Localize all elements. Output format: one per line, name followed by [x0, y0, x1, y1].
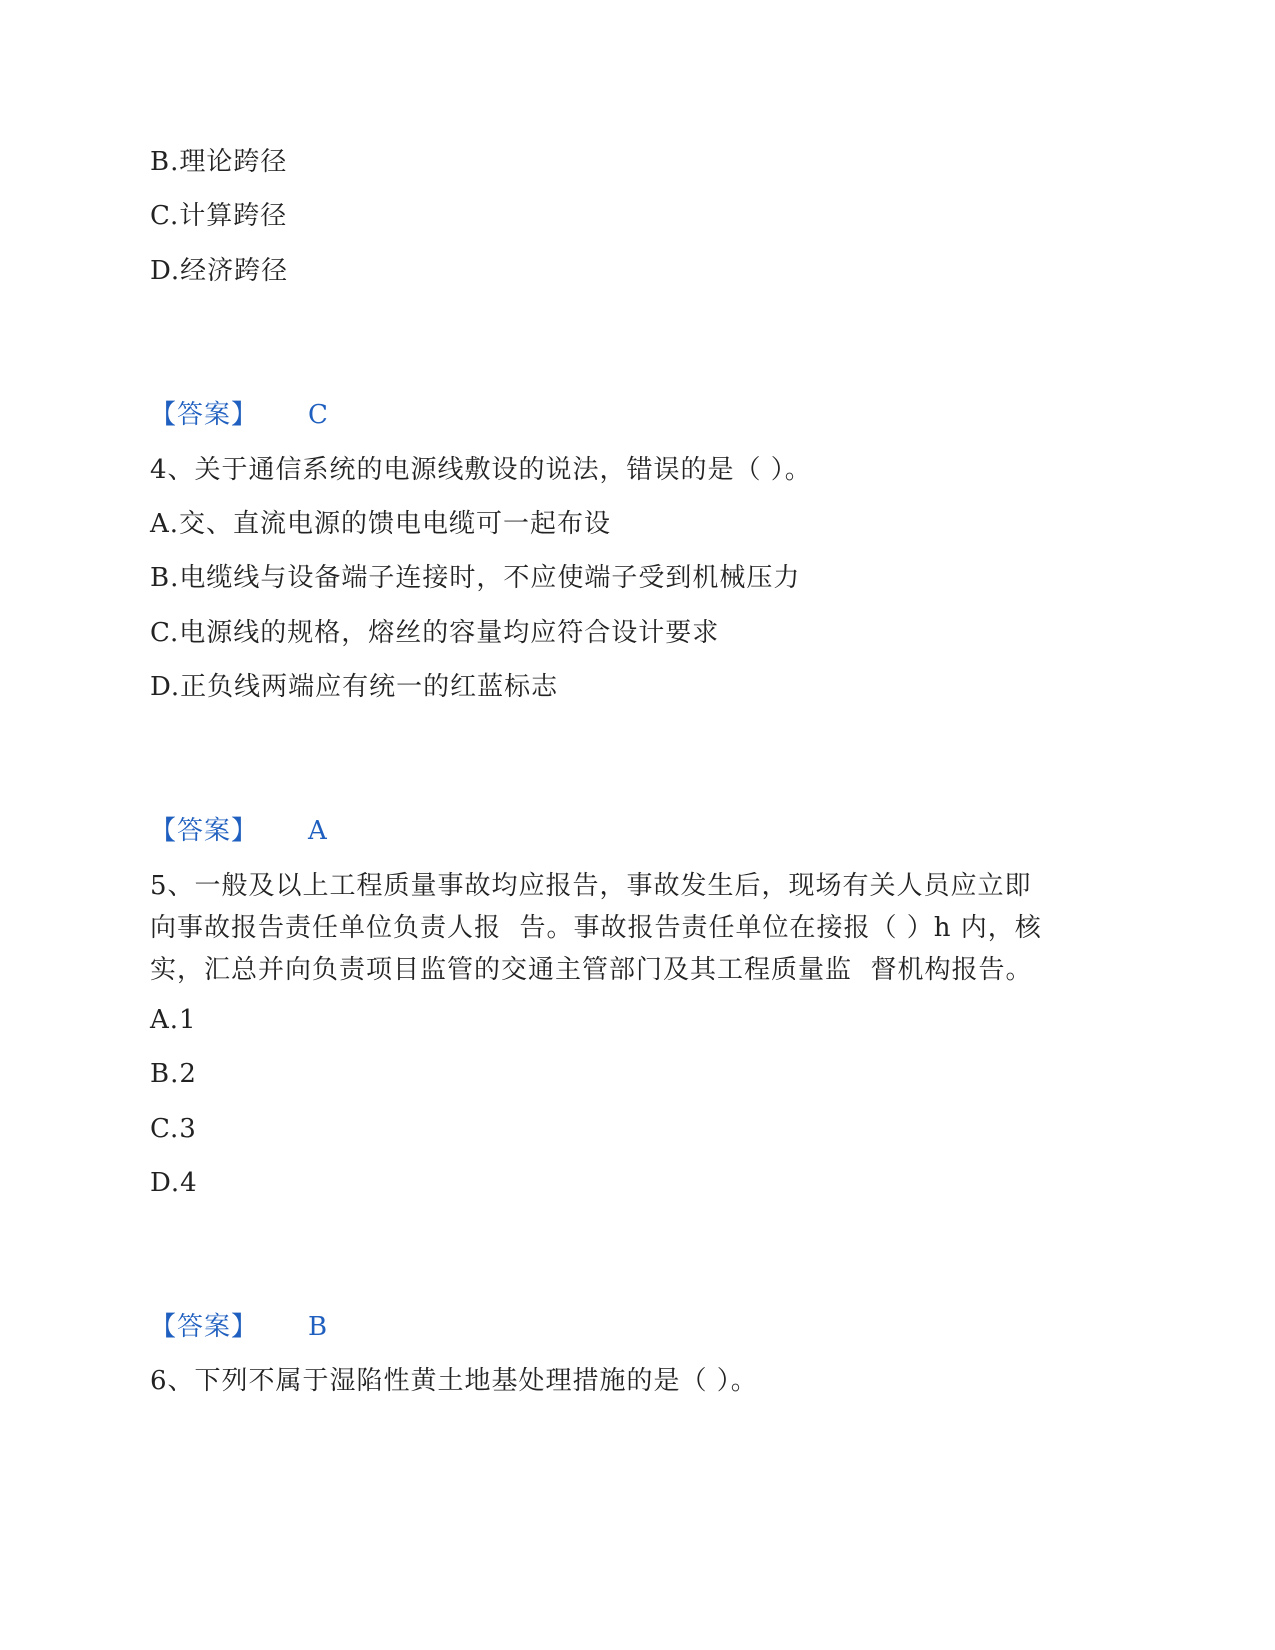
q5-option-a: A.1: [150, 1005, 197, 1035]
q3-option-c: C.计算跨径: [150, 201, 288, 231]
q4-option-d: D.正负线两端应有统一的红蓝标志: [150, 672, 559, 702]
answer-value: A: [308, 816, 327, 846]
q5-option-c: C.3: [150, 1114, 197, 1144]
q5-stem-line-2: 向事故报告责任单位负责人报 告。事故报告责任单位在接报（ ）h 内，核: [150, 913, 1042, 943]
answer-label: 【答案】: [150, 1312, 259, 1342]
answer-label: 【答案】: [150, 816, 259, 846]
q3-answer: [150, 395, 328, 435]
answer-value: B: [308, 1312, 328, 1342]
q5-stem-line-3: 实，汇总并向负责项目监管的交通主管部门及其工程质量监 督机构报告。: [150, 955, 1033, 985]
q4-stem: 4、关于通信系统的电源线敷设的说法，错误的是（ ）。: [150, 455, 812, 485]
answer-value: C: [308, 400, 328, 430]
q5-answer: [150, 1307, 327, 1347]
q3-option-b: B.理论跨径: [150, 147, 288, 177]
q6-stem: 6、下列不属于湿陷性黄土地基处理措施的是（ ）。: [150, 1366, 758, 1396]
answer-label: 【答案】: [150, 400, 259, 430]
q4-answer: [150, 811, 327, 851]
q4-option-a: A.交、直流电源的馈电电缆可一起布设: [150, 509, 612, 539]
q5-option-d: D.4: [150, 1168, 198, 1198]
q3-option-d: D.经济跨径: [150, 256, 289, 286]
q5-stem-line-1: 5、一般及以上工程质量事故均应报告，事故发生后，现场有关人员应立即: [150, 871, 1032, 901]
q4-option-c: C.电源线的规格，熔丝的容量均应符合设计要求: [150, 618, 720, 648]
q5-option-b: B.2: [150, 1059, 197, 1089]
q4-option-b: B.电缆线与设备端子连接时，不应使端子受到机械压力: [150, 563, 801, 593]
